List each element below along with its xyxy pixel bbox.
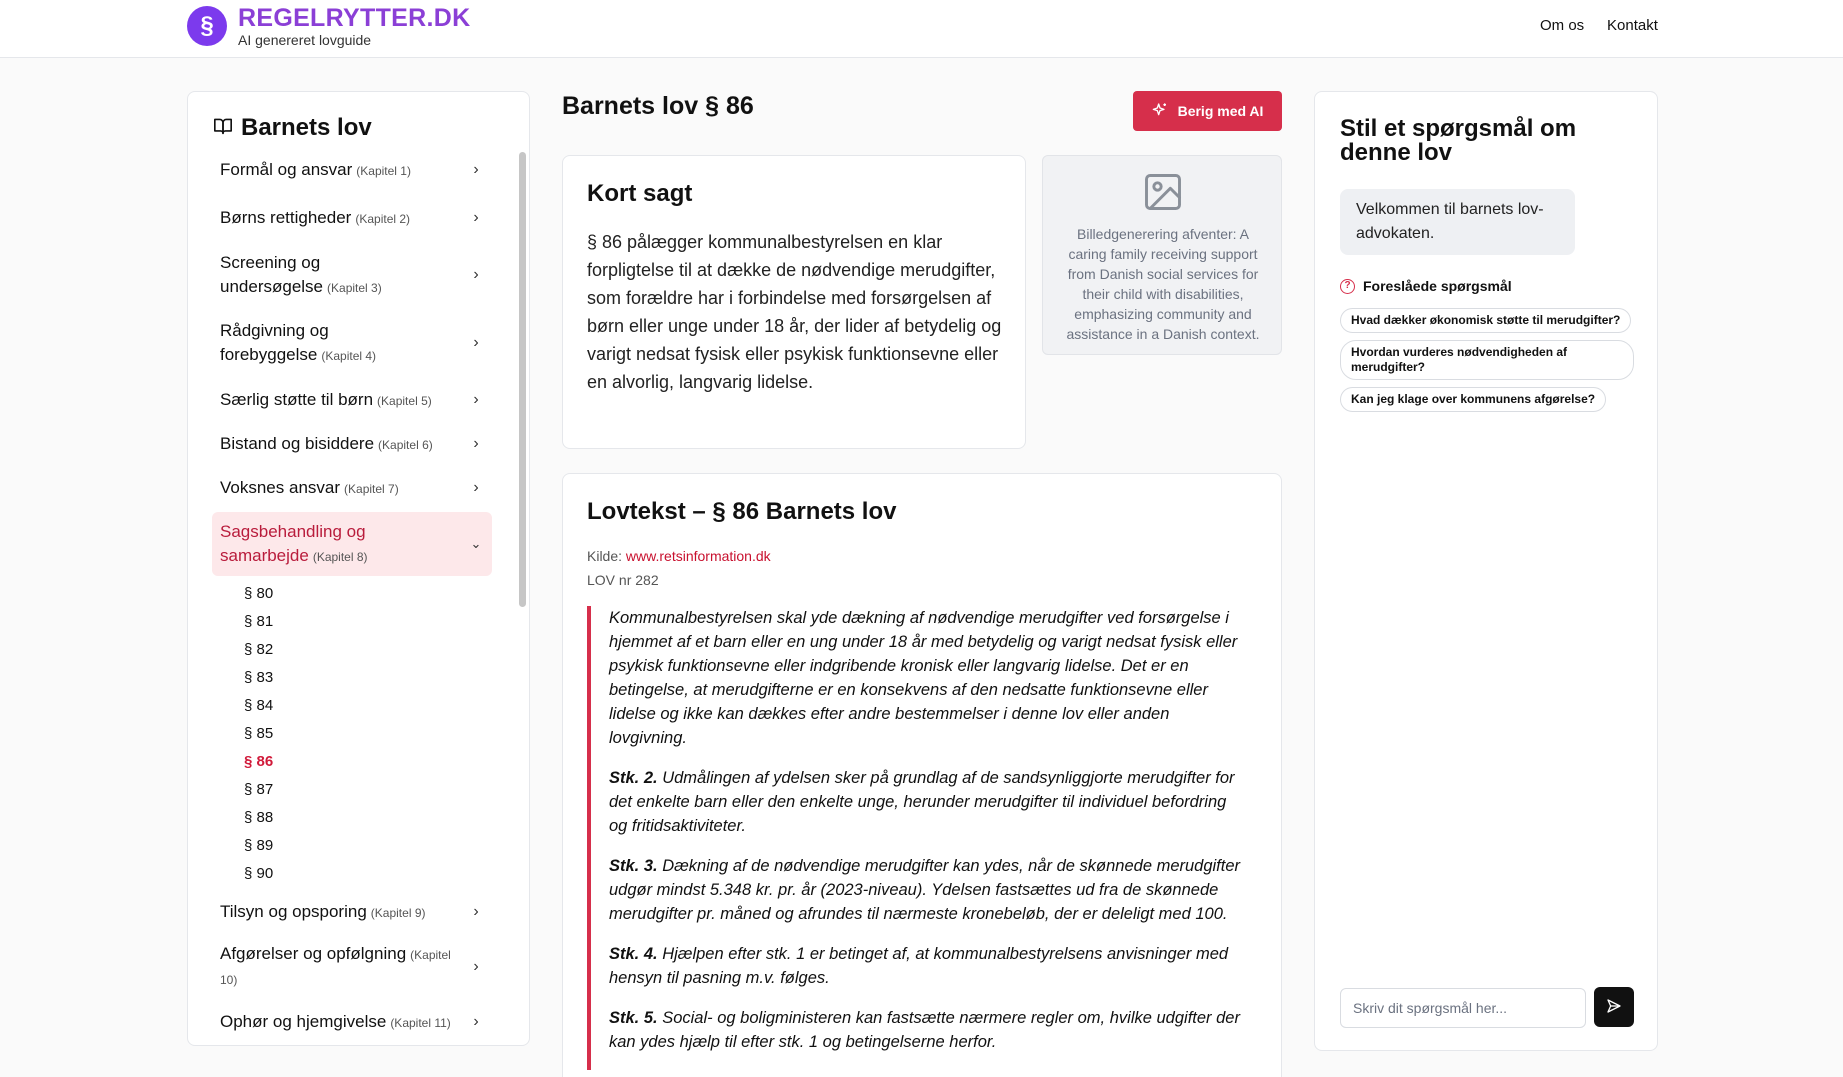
sparkle-icon <box>1152 102 1168 121</box>
image-placeholder-text: Billedgenerering afventer: A caring family receiving support from Danish social services for their child with disabilities, emphasizing community and assistance in a Danish context. <box>1066 226 1260 342</box>
stk-label: Stk. 5. <box>609 1009 658 1027</box>
chapter-number: (Kapitel 4) <box>321 348 377 363</box>
chevron-right-icon: › <box>473 435 479 452</box>
chapter-label: Ophør og hjemgivelse <box>220 1011 387 1031</box>
chevron-right-icon: › <box>473 391 479 408</box>
sidebar-title <box>213 114 372 142</box>
law-quote <box>587 606 1247 1070</box>
brand-name[interactable]: REGELRYTTER.DK <box>238 4 471 32</box>
chapter-item-1[interactable] <box>212 150 492 190</box>
law-navigation-sidebar <box>187 91 530 1046</box>
image-icon <box>1141 170 1185 219</box>
chapter-label: Voksnes ansvar <box>220 477 341 497</box>
section-link-80[interactable]: § 80 <box>244 585 274 602</box>
suggestions-heading-text: Foreslåede spørgsmål <box>1363 278 1512 294</box>
section-link-81[interactable]: § 81 <box>244 613 274 630</box>
summary-text: § 86 pålægger kommunalbestyrelsen en klar forpligtelse til at dække de nødvendige merudgifter, som forældre har i forbindelse med forsørgelsen af børn eller unge under 18 år, der lider af betydelig og varigt nedsat fysisk eller psykisk funktionsevne eller en alvorlig, langvarig lidelse. <box>587 232 1002 392</box>
section-list <box>212 580 492 888</box>
section-link-83[interactable]: § 83 <box>244 669 274 686</box>
chapter-label: Særlig støtte til børn <box>220 389 374 409</box>
enrich-with-ai-button[interactable] <box>1133 91 1282 131</box>
chevron-right-icon: › <box>473 334 479 351</box>
chapter-label: Formål og ansvar <box>220 159 353 179</box>
suggestion-chip[interactable]: Hvad dækker økonomisk støtte til merudgifter? <box>1340 308 1631 333</box>
chevron-right-icon: › <box>473 479 479 496</box>
law-paragraph <box>609 854 1247 926</box>
chapter-item-9[interactable] <box>212 892 492 932</box>
section-link-90[interactable]: § 90 <box>244 865 274 882</box>
chapter-item-4[interactable] <box>212 314 492 372</box>
chapter-label: Screening og undersøgelse <box>220 252 324 296</box>
sidebar-scrollbar[interactable] <box>519 152 526 607</box>
logo-icon[interactable]: § <box>187 6 227 46</box>
chapter-number: (Kapitel 6) <box>378 437 433 452</box>
paragraph-text: Hjælpen efter stk. 1 er betinget af, at kommunalbestyrelsens anvisninger med hensyn til pasning m.v. følges. <box>609 945 1229 987</box>
section-link-86[interactable]: § 86 <box>244 753 274 770</box>
law-text-card <box>562 473 1282 1077</box>
sidebar-title-text: Barnets lov <box>241 114 372 141</box>
chapter-number: (Kapitel 11) <box>390 1015 451 1030</box>
paragraph-text: Kommunalbestyrelsen skal yde dækning af nødvendige merudgifter ved forsørgelse i hjemmet af et barn eller en ung under 18 år med betydelig og varigt nedsat fysisk eller psykisk funktionsevne eller indgribende kronisk eller langvarig lidelse. Det er en betingelse, at merudgifterne er en konsekvens af den nedsatte funktionsevne eller lidelse og ikke kan dækkes efter andre bestemmelser i denne lov eller anden lovgivning. <box>609 609 1238 747</box>
law-paragraph <box>609 942 1247 990</box>
paragraph-text: Udmålingen af ydelsen sker på grundlag af de sandsynliggjorte merudgifter for det enkelte barn eller den enkelte unge, herunder merudgifter til individuel befordring og fritidsaktiviteter. <box>609 769 1235 835</box>
chapter-label: Tilsyn og opsporing <box>220 901 367 921</box>
chapter-item-7[interactable] <box>212 468 492 508</box>
brand-tagline: AI genereret lovguide <box>238 32 372 48</box>
paragraph-text: Dækning af de nødvendige merudgifter kan ydes, når de skønnede merudgifter udgør mindst 5.348 kr. pr. år (2023-niveau). Ydelsen fastsættes ud fra de skønnede merudgifter pr. måned og afrundes til nærmeste kronebeløb, der er deleligt med 100. <box>609 857 1241 923</box>
chapter-label: Rådgivning og forebyggelse <box>220 320 329 364</box>
section-link-82[interactable]: § 82 <box>244 641 274 658</box>
chat-question-input[interactable] <box>1340 988 1586 1028</box>
chapter-number: (Kapitel 7) <box>344 481 399 496</box>
image-placeholder-card <box>1042 155 1282 355</box>
stk-label: Stk. 4. <box>609 945 658 963</box>
chat-panel <box>1314 91 1658 1051</box>
chapter-number: (Kapitel 2) <box>355 211 411 226</box>
law-paragraph <box>609 1006 1247 1054</box>
section-link-85[interactable]: § 85 <box>244 725 274 742</box>
chat-welcome-message: Velkommen til barnets lov-advokaten. <box>1340 189 1575 255</box>
stk-label: Stk. 3. <box>609 857 658 875</box>
enrich-button-label: Berig med AI <box>1177 103 1264 119</box>
suggestions-heading <box>1340 278 1512 294</box>
chevron-right-icon: › <box>473 209 479 226</box>
suggestion-chip[interactable]: Hvordan vurderes nødvendigheden af merudgifter? <box>1340 340 1634 380</box>
page-title: Barnets lov § 86 <box>562 92 754 120</box>
chapter-label: Afgørelser og opfølgning <box>220 944 407 963</box>
chapter-number: (Kapitel 3) <box>327 280 382 295</box>
chapter-label: Børns rettigheder <box>220 207 352 227</box>
chapter-item-8[interactable] <box>212 512 492 576</box>
summary-card <box>562 155 1026 449</box>
chevron-down-icon: ⌄ <box>470 536 482 551</box>
suggestion-chip[interactable]: Kan jeg klage over kommunens afgørelse? <box>1340 387 1606 412</box>
chevron-right-icon: › <box>473 161 479 178</box>
book-icon <box>213 114 233 142</box>
section-link-87[interactable]: § 87 <box>244 781 274 798</box>
chapter-item-6[interactable] <box>212 424 492 464</box>
nav-contact-link[interactable]: Kontakt <box>1607 17 1658 34</box>
chapter-number: (Kapitel 8) <box>312 549 368 564</box>
law-text-heading: Lovtekst – § 86 Barnets lov <box>587 498 897 525</box>
section-link-84[interactable]: § 84 <box>244 697 274 714</box>
nav-about-link[interactable]: Om os <box>1540 17 1585 34</box>
chapter-item-3[interactable] <box>212 246 492 304</box>
section-link-89[interactable]: § 89 <box>244 837 274 854</box>
summary-heading: Kort sagt <box>587 180 693 207</box>
chevron-right-icon: › <box>473 958 479 975</box>
law-number: LOV nr 282 <box>587 572 659 588</box>
paragraph-text: Social- og boligministeren kan fastsætte nærmere regler om, hvilke udgifter der kan ydes hjælp til efter stk. 1 og betingelserne herfor. <box>609 1009 1240 1051</box>
chapter-label: Bistand og bisiddere <box>220 433 375 453</box>
source-label: Kilde: <box>587 548 623 564</box>
chapter-number: (Kapitel 10) <box>220 948 451 987</box>
site-header <box>0 0 1843 58</box>
source-link[interactable]: www.retsinformation.dk <box>625 548 771 564</box>
chapter-item-11[interactable] <box>212 1002 492 1042</box>
suggestion-list <box>1340 308 1634 419</box>
chat-title: Stil et spørgsmål om denne lov <box>1340 115 1577 166</box>
chapter-item-10[interactable] <box>212 938 492 996</box>
chevron-right-icon: › <box>473 903 479 920</box>
send-icon <box>1606 998 1622 1017</box>
chevron-right-icon: › <box>473 266 479 283</box>
chapter-item-5[interactable] <box>212 380 492 420</box>
question-icon: ? <box>1340 279 1355 294</box>
chapter-label: Sagsbehandling og samarbejde <box>220 521 366 565</box>
chapter-item-2[interactable] <box>212 198 492 238</box>
chapter-number: (Kapitel 1) <box>356 163 411 178</box>
law-source <box>587 544 771 592</box>
stk-label: Stk. 2. <box>609 769 658 787</box>
send-button[interactable] <box>1594 987 1634 1027</box>
law-paragraph <box>609 606 1247 750</box>
section-link-88[interactable]: § 88 <box>244 809 274 826</box>
chapter-number: (Kapitel 9) <box>370 905 426 920</box>
chapter-list <box>212 150 492 1042</box>
law-paragraph <box>609 766 1247 838</box>
chevron-right-icon: › <box>473 1013 479 1030</box>
chapter-number: (Kapitel 5) <box>377 393 432 408</box>
